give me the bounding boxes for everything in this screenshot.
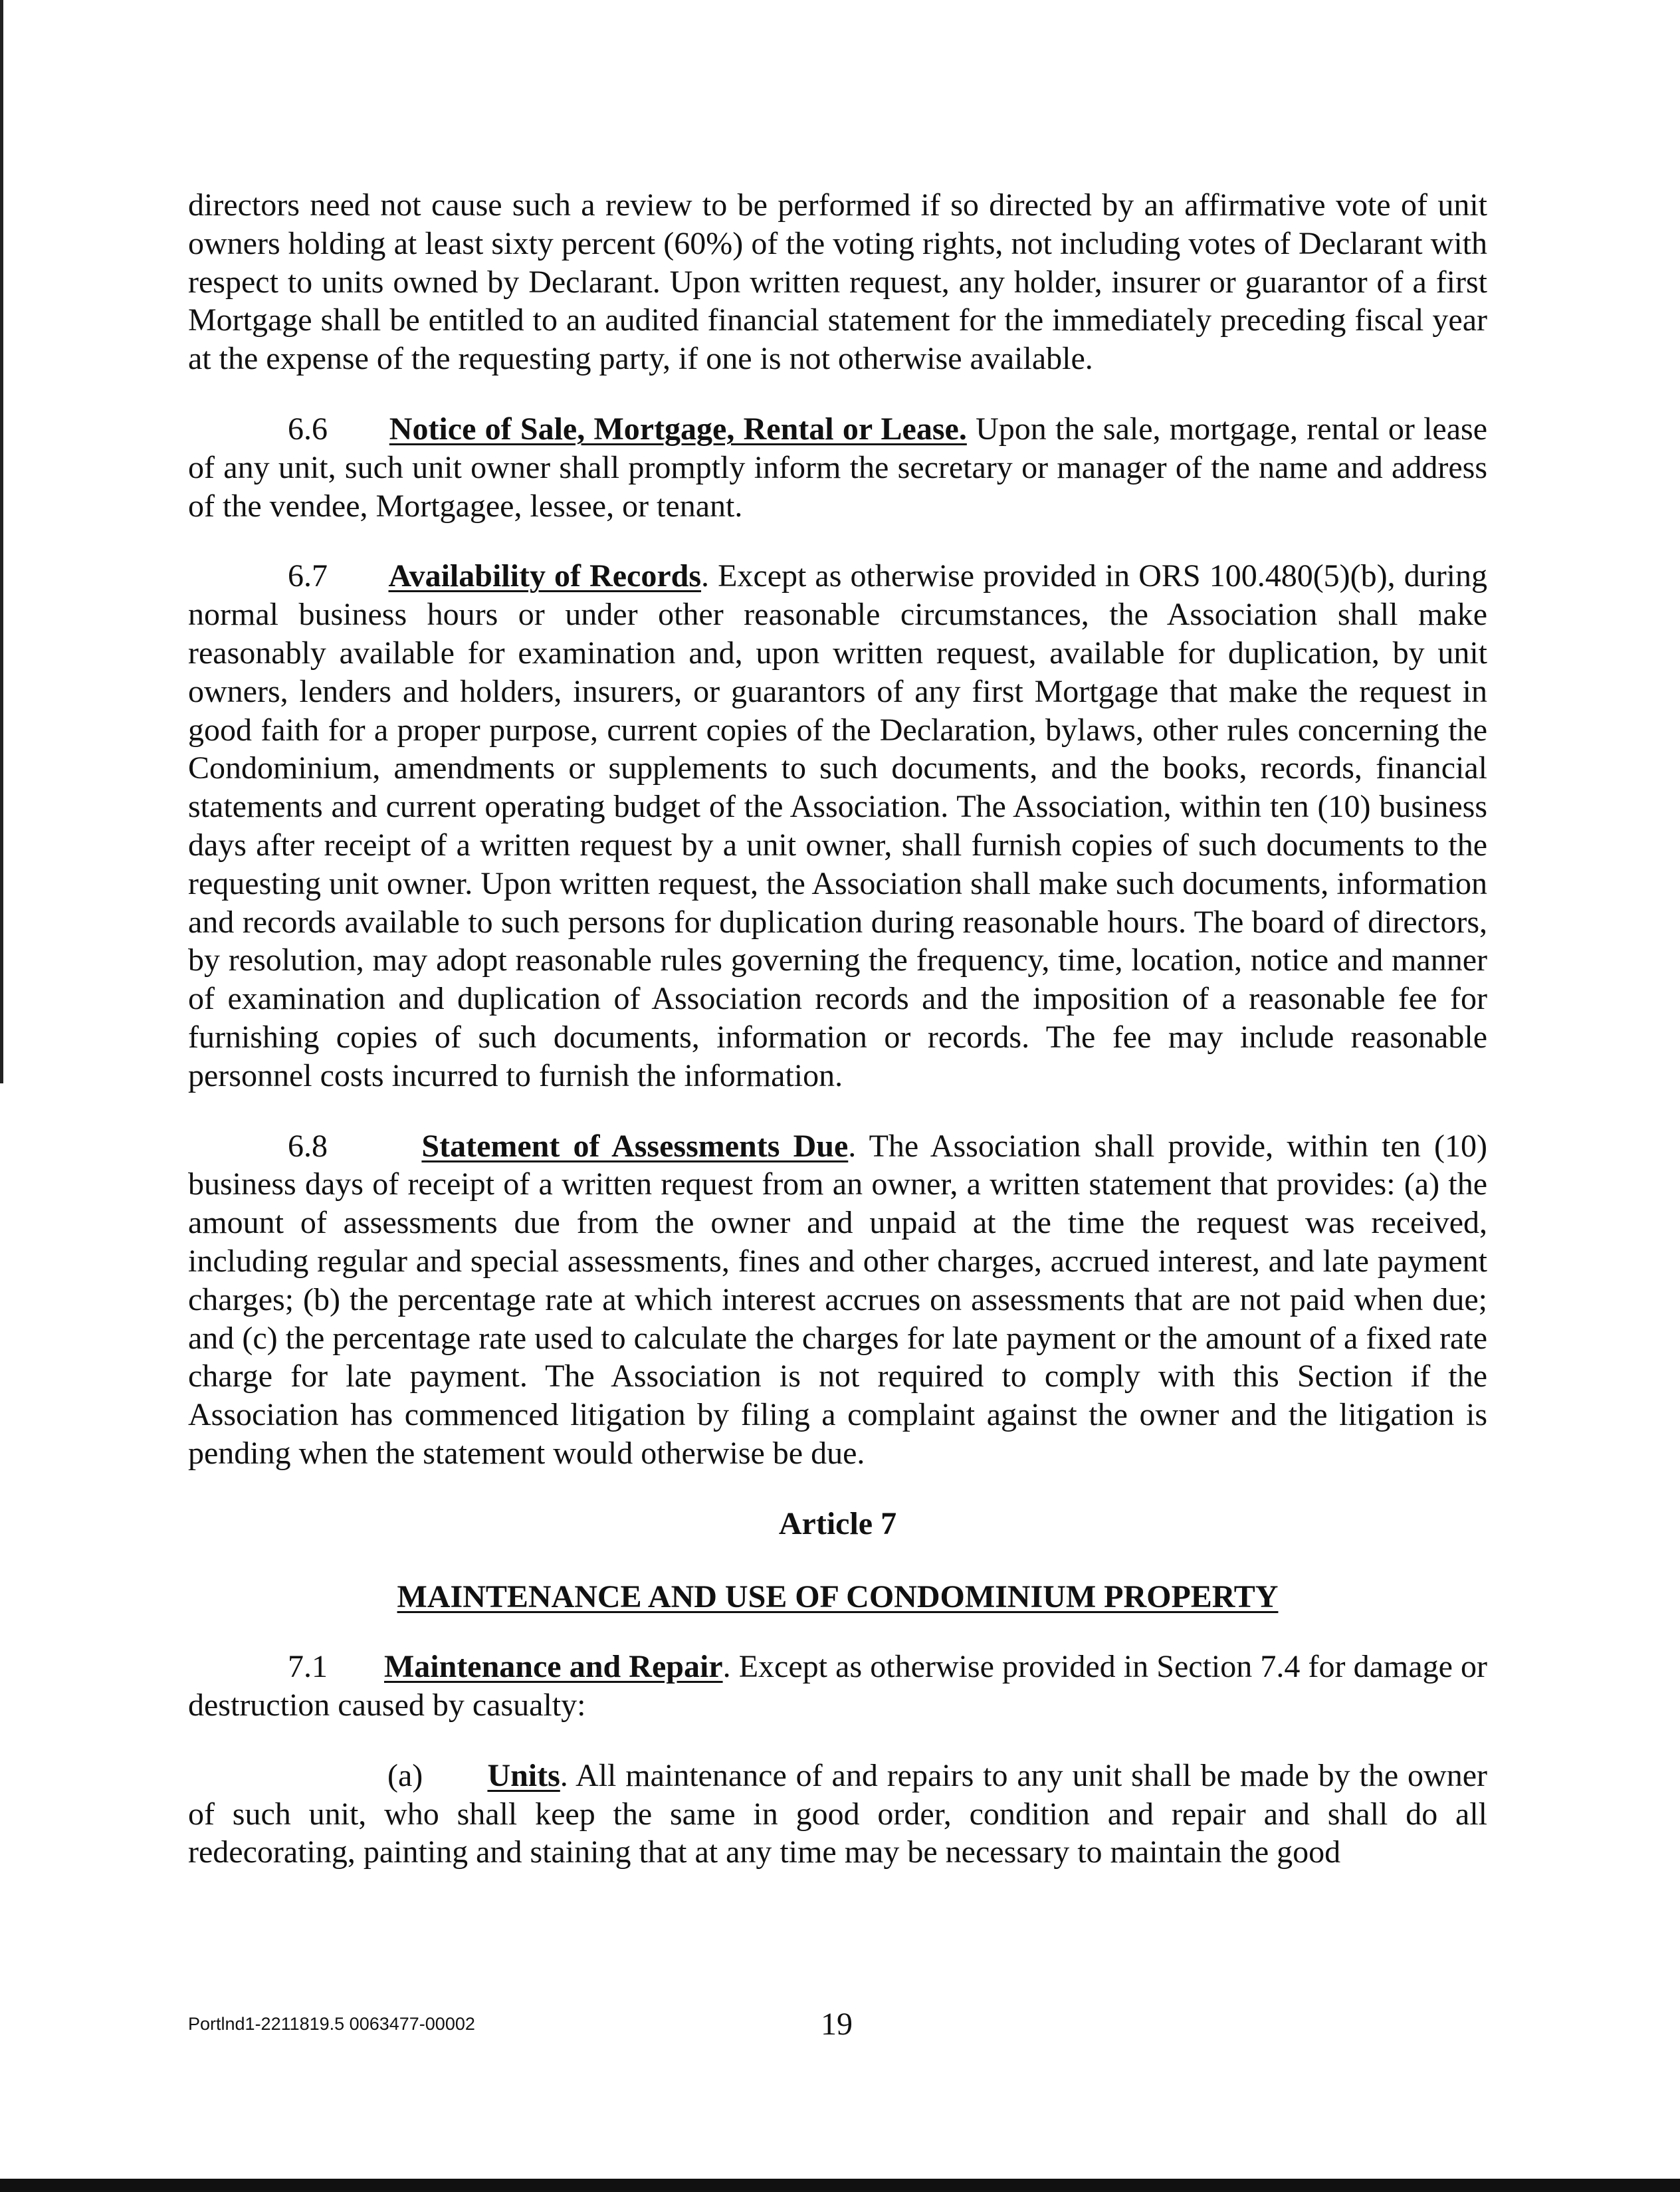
section-number: 6.8 [288, 1128, 328, 1164]
subsection-body: . All maintenance of and repairs to any unit shall be made by the owner of such unit, who shall keep the same in good order, condition and repair and shall do all redecorating, painting and staining that at any time may be necessary to maintain the good [188, 1757, 1488, 1870]
section-body: Upon the sale, mortgage, rental or lease of any unit, such unit owner shall promptly inform the secretary or manager of the name and address of the vendee, Mortgagee, lessee, or tenant. [188, 411, 1487, 524]
subsection-heading: Units [487, 1757, 560, 1793]
subsection-a [188, 1757, 1487, 1872]
scan-bottom-edge-bar [0, 2179, 1680, 2192]
article-title: MAINTENANCE AND USE OF CONDOMINIUM PROPERTY [397, 1579, 1279, 1614]
section-number: 6.6 [288, 411, 328, 447]
footer-document-id: Portlnd1-2211819.5 0063477-00002 [188, 2014, 475, 2034]
page-number: 19 [821, 2007, 853, 2042]
section-body: . Except as otherwise provided in Section 7.4 for damage or destruction caused by casualty: [188, 1649, 1487, 1723]
section-heading: Notice of Sale, Mortgage, Rental or Lease. [389, 411, 967, 447]
section-6-8 [188, 1127, 1487, 1473]
section-body: . The Association shall provide, within ten (10) business days of receipt of a written request from an owner, a written statement that provides: (a) the amount of assessments due from the owner and unpaid at the time the request was received, including regular and special assessments, fines and other charges, accrued interest, and late payment charges; (b) the percentage rate at which interest accrues on assessments that are not paid when due; and (c) the percentage rate used to calculate the charges for late payment or the amount of a fixed rate charge for late payment. The Association is not required to comply with this Section if the Association has commenced litigation by filing a complaint against the owner and the litigation is pending when the statement would otherwise be due. [188, 1128, 1487, 1471]
subsection-number: (a) [387, 1757, 423, 1793]
section-heading: Availability of Records [388, 558, 702, 594]
section-body: . Except as otherwise provided in ORS 100.480(5)(b), during normal business hours or under other reasonable circumstances, the Association shall make reasonably available for examination and, upon written request, available for duplication, by unit owners, lenders and holders, insurers, or guarantors of any first Mortgage that make the request in good faith for a proper purpose, current copies of the Declaration, bylaws, other rules concerning the Condominium, amendments or supplements to such documents, and the books, records, financial statements and current operating budget of the Association. The Association, within ten (10) business days after receipt of a written request by a unit owner, shall furnish copies of such documents to the requesting unit owner. Upon written request, the Association shall make such documents, information and records available to such persons for duplication during reasonable hours. The board of directors, by resolution, may adopt reasonable rules governing the frequency, time, location, notice and manner of examination and duplication of Association records and the imposition of a reasonable fee for furnishing copies of such documents, information or records. The fee may include reasonable personnel costs incurred to furnish the information. [188, 558, 1488, 1093]
section-number: 6.7 [288, 558, 328, 594]
section-heading: Statement of Assessments Due [421, 1128, 849, 1164]
section-7-1 [188, 1648, 1487, 1725]
section-6-6 [188, 410, 1487, 525]
section-6-7 [188, 557, 1487, 1095]
scan-left-edge-line [0, 0, 3, 1083]
document-page-body [188, 186, 1487, 1872]
intro-paragraph: directors need not cause such a review to be performed if so directed by an affirmative vote of unit owners holding at least sixty percent (60%) of the voting rights, not including votes of Declarant with respect to units owned by Declarant. Upon written request, any holder, insurer or guarantor of a first Mortgage shall be entitled to an audited financial statement for the immediately preceding fiscal year at the expense of the requesting party, if one is not otherwise available. [188, 187, 1487, 377]
section-number: 7.1 [288, 1649, 328, 1685]
article-number: Article 7 [778, 1505, 897, 1541]
section-heading: Maintenance and Repair [383, 1649, 723, 1685]
